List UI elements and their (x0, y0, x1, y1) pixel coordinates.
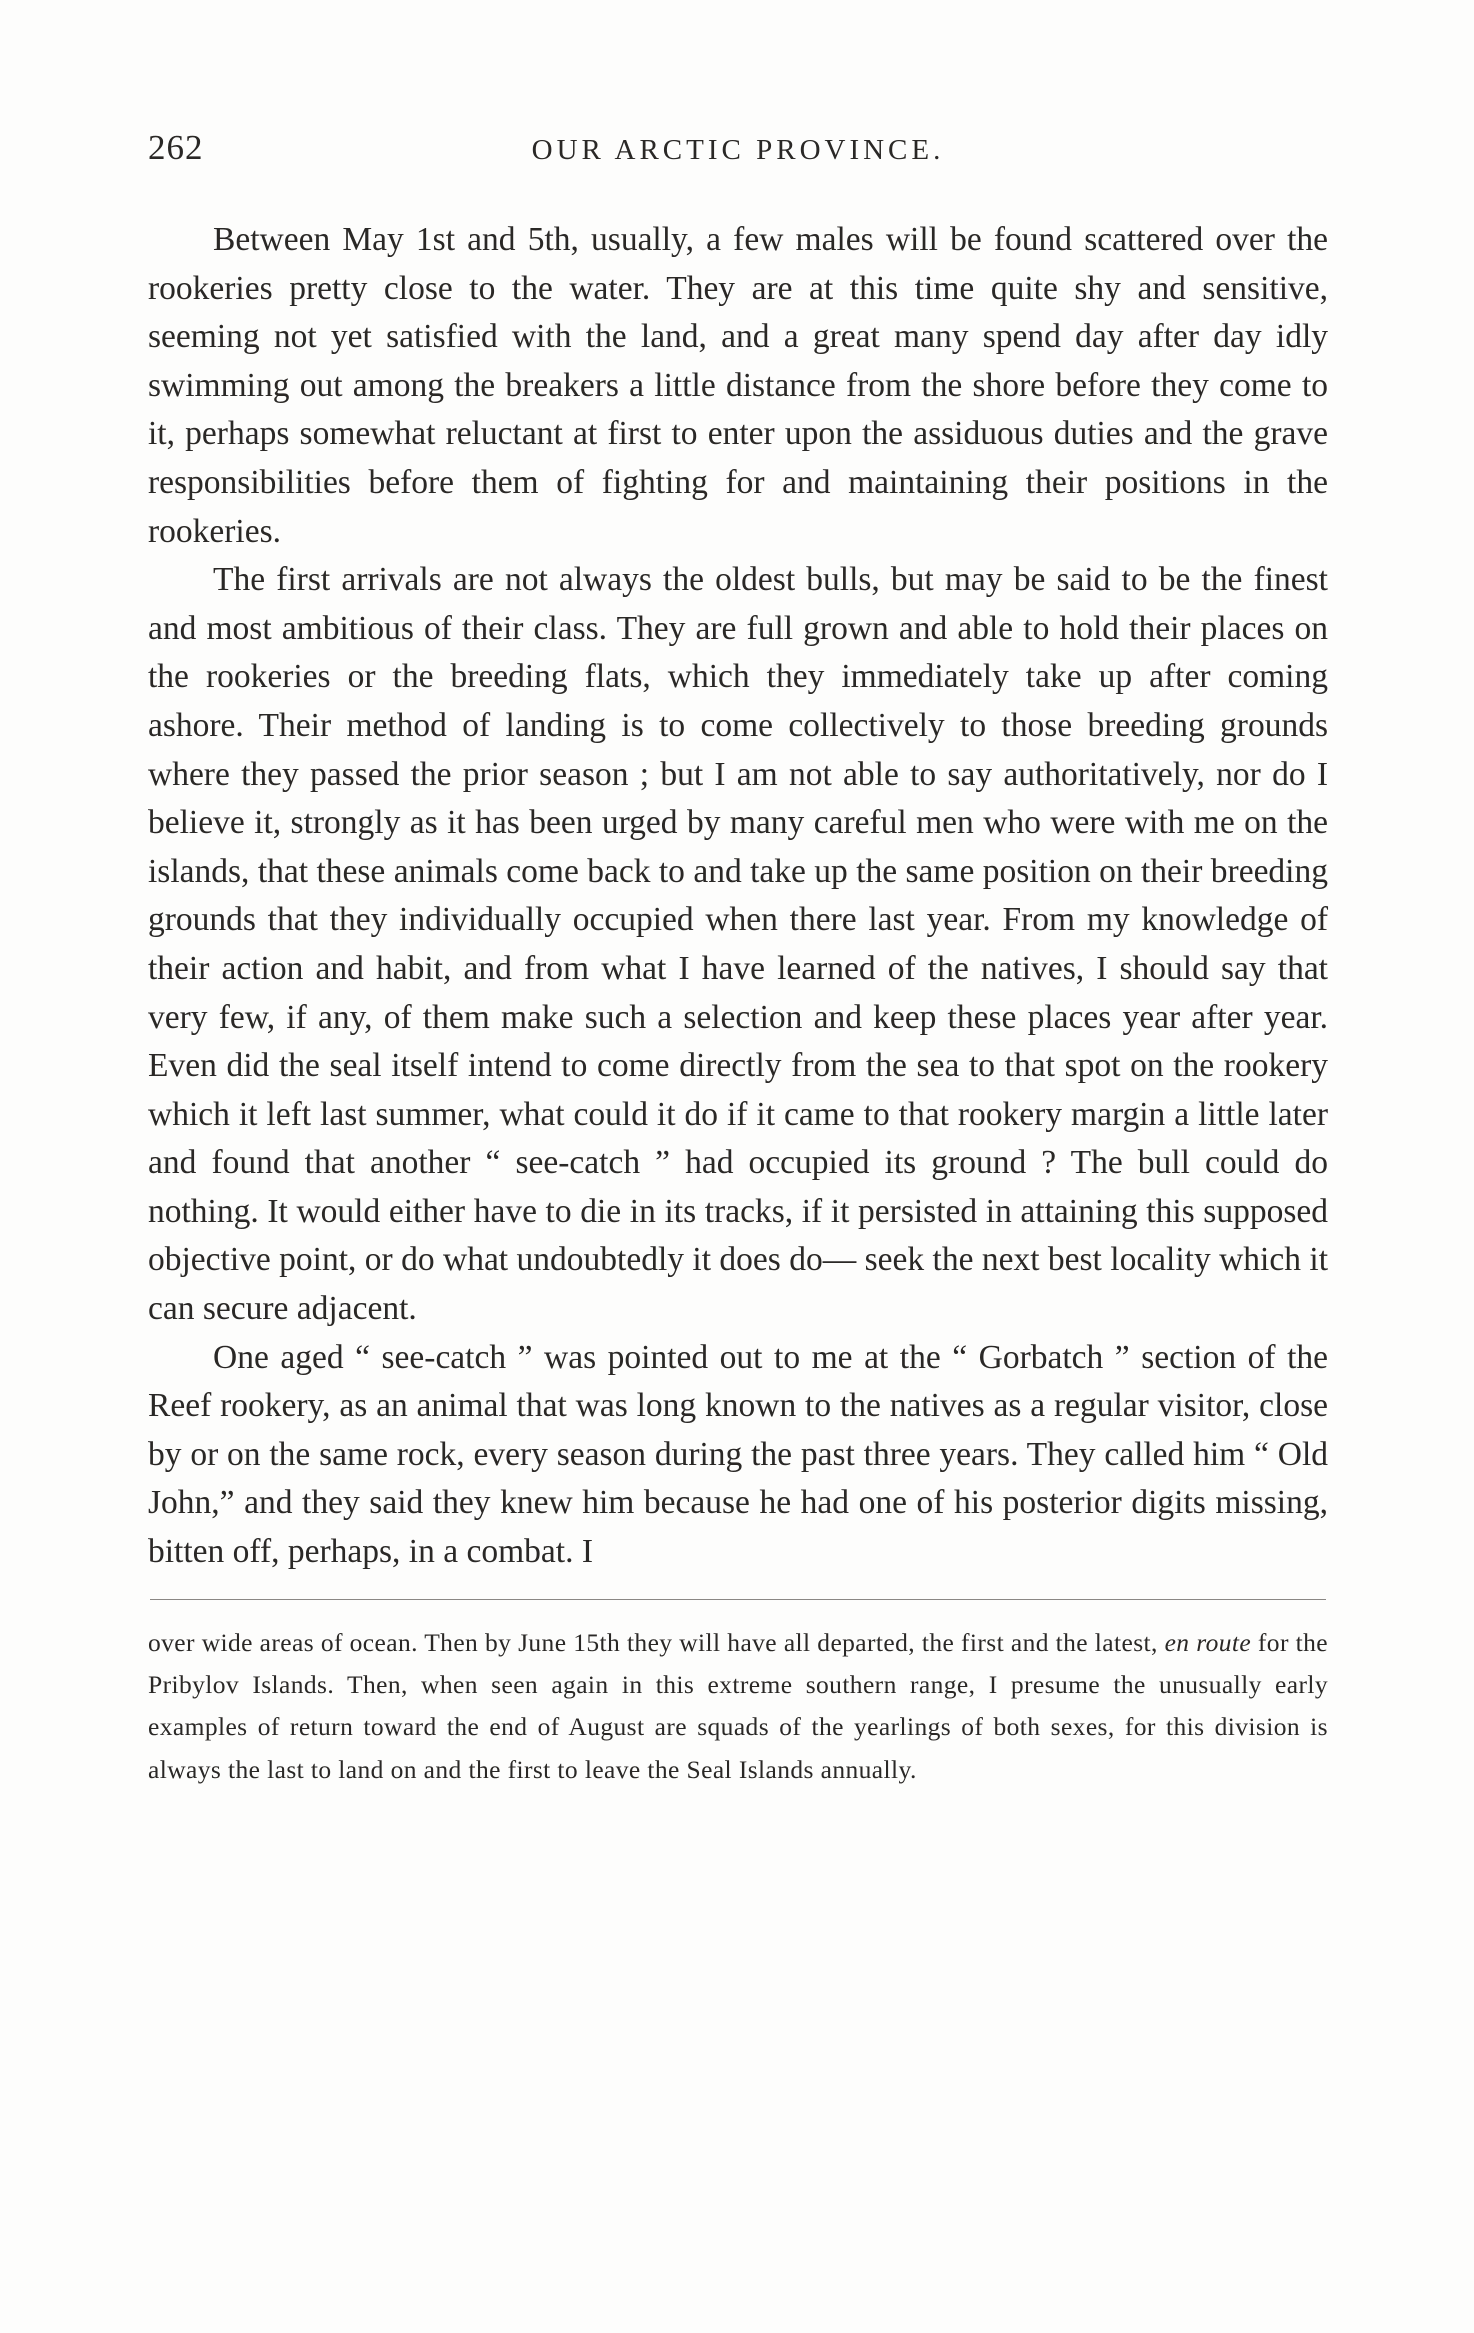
footnote-italic-phrase: en route (1164, 1627, 1252, 1657)
paragraph-3: One aged “ see-catch ” was pointed out to me at the “ Gorbatch ” section of the Reef rookery, as an animal that was long known to the natives as a regular visitor, close by or on the same rock, every season during the past three years. They called him “ Old John,” and they said they knew him because he had one of his posterior digits missing, bitten off, perhaps, in a combat. I (148, 1338, 1328, 1571)
footnote-divider (150, 1599, 1326, 1600)
book-page (148, 128, 1328, 1791)
paragraph-1: Between May 1st and 5th, usually, a few males will be found scattered over the rookeries pretty close to the water. They are at this time quite shy and sensitive, seeming not yet satisfied with the land, and a great many spend day after day idly swimming out among the breakers a little distance from the shore before they come to it, perhaps somewhat reluctant at first to enter upon the assiduous duties and the grave responsibilities before them of fighting for and maintaining their positions in the rookeries. (148, 221, 1328, 550)
page-header (148, 128, 1328, 192)
page-number: 262 (148, 128, 204, 167)
footnote (148, 1622, 1328, 1792)
body-text (148, 216, 1328, 1577)
paragraph-2: The first arrivals are not always the oldest bulls, but may be said to be the finest and most ambitious of their class. They are full grown and able to hold their places on the rookeries or the breeding flats, which they immediately take up after coming ashore. Their method of landing is to come collectively to those breeding grounds where they passed the prior season ; but I am not able to say authoritatively, nor do I believe it, strongly as it has been urged by many careful men who were with me on the islands, that these animals come back to and take up the same position on their breeding grounds that they individually occupied when there last year. From my knowledge of their action and habit, and from what I have learned of the natives, I should say that very few, if any, of them make such a selection and keep these places year after year. Even did the seal itself intend to come directly from the sea to that spot on the rookery which it left last summer, what could it do if it came to that rookery margin a little later and found that another “ see-catch ” had occupied its ground ? The bull could do nothing. It would either have to die in its tracks, if it persisted in attaining this supposed objective point, or do what undoubtedly it does do— seek the next best locality which it can secure adjacent. (148, 561, 1328, 1328)
footnote-text-end: for the Pribylov Islands. Then, when seen again in this extreme southern range, I presume the unusually early examples of return toward the end of August are squads of the yearlings of both sexes, for this division is always the last to land on and the first to leave the Seal Islands annually. (148, 1627, 1328, 1784)
running-title: OUR ARCTIC PROVINCE. (531, 134, 945, 166)
footnote-text-start: over wide areas of ocean. Then by June 15th they will have all departed, the first and the latest, (148, 1627, 1165, 1657)
